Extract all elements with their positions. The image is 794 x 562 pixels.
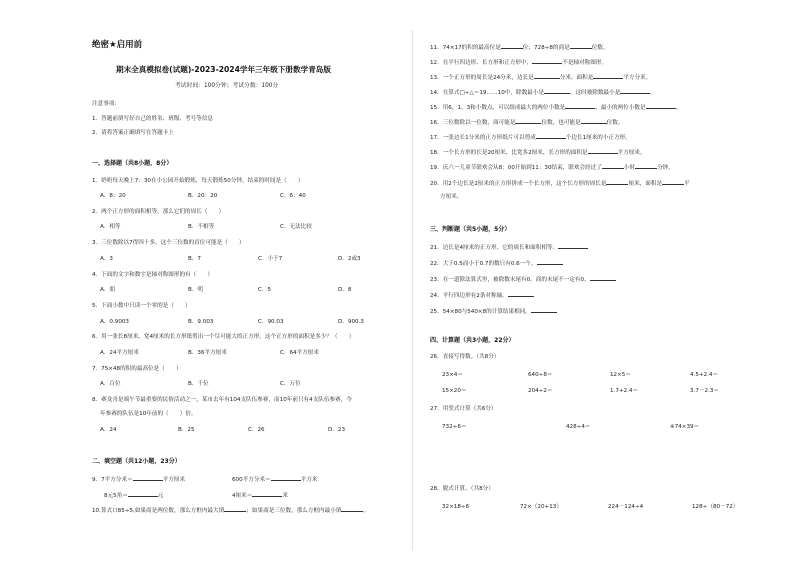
- answer-blank[interactable]: [581, 118, 607, 124]
- q28-heading: 28．脱式计算。（共8分）: [430, 486, 494, 492]
- q20-text-b: 厘米，面积是: [628, 181, 663, 187]
- q14-text-b: ，这时被除数最小是: [569, 90, 621, 96]
- q15-text-b: ，最小的两位小数是: [595, 105, 646, 111]
- answer-blank[interactable]: [252, 491, 282, 497]
- q18: [430, 148, 646, 157]
- answer-blank[interactable]: [501, 43, 523, 49]
- q27-heading: 27．用竖式计算（共6分）: [430, 406, 497, 412]
- option[interactable]: B．36平方厘米: [188, 350, 227, 356]
- step-calc-item: 128÷（80－72）: [692, 504, 739, 510]
- q13-text: 13．一个正方形的周长是24分米，边长是: [430, 75, 534, 81]
- question-text: 2．两个正方形的面积相等，那么它们的周长（ ）: [92, 209, 225, 215]
- q9a-text: 9．7平方分米＝: [92, 477, 133, 483]
- option[interactable]: A．24平方厘米: [100, 350, 139, 356]
- q11-text-b: 位；728÷8的商是: [522, 45, 570, 51]
- option[interactable]: C．6：40: [280, 193, 306, 199]
- q23: [430, 275, 616, 284]
- q22: [430, 259, 563, 268]
- question-text: 1．奶奶每天晚上7：30在小公园开始锻炼，每天锻炼50分钟，结束的时间是（ ）: [92, 178, 304, 184]
- section-heading-choice: 一、选择题（共8小题，8分）: [92, 160, 173, 167]
- answer-blank[interactable]: [534, 73, 560, 79]
- answer-blank[interactable]: [341, 506, 363, 512]
- q18-text: 18．一个长方形的长是20厘米，比宽多2厘米，长方形的面积是: [430, 150, 588, 156]
- option[interactable]: B．25: [178, 427, 195, 433]
- answer-blank[interactable]: [537, 259, 563, 265]
- question-text: 3．三位数除以7得四十多，这个三位数的首位可能是（ ）: [92, 240, 245, 246]
- exam-info: 考试时间：100分钟；考试分数：100分: [175, 83, 279, 89]
- option[interactable]: B．明: [188, 287, 204, 293]
- question-text: 8．赛龙舟是端午节最重要的民俗活动之一，某市去年有104支队伍参赛，而10年前只有4支队伍参赛，今: [92, 397, 352, 403]
- calc-item: 23×4＝: [442, 372, 463, 378]
- q26-heading: 26．直接写得数。（共8分）: [430, 354, 500, 360]
- option[interactable]: A．3: [100, 256, 113, 262]
- option[interactable]: C．无法比较: [280, 224, 312, 230]
- q9d-unit: 米: [282, 493, 288, 499]
- answer-blank[interactable]: [662, 179, 684, 185]
- answer-blank[interactable]: [620, 88, 650, 94]
- option[interactable]: D．23: [328, 427, 346, 433]
- q9-row1: [92, 475, 185, 484]
- answer-blank[interactable]: [544, 88, 570, 94]
- q16-text-b: 位数，也可能是: [541, 120, 581, 126]
- step-calc-item: 32×18÷6: [442, 504, 470, 510]
- option[interactable]: C．5: [258, 287, 272, 293]
- answer-blank[interactable]: [606, 179, 628, 185]
- option[interactable]: B．9.003: [188, 319, 214, 325]
- vertical-calc-item: ※74×39＝: [670, 424, 700, 430]
- answer-blank[interactable]: [531, 307, 557, 313]
- notes-heading: 注意事项：: [92, 101, 120, 107]
- option[interactable]: A．朋: [100, 287, 116, 293]
- option[interactable]: B．千位: [188, 381, 209, 387]
- q19: [430, 163, 674, 172]
- step-calc-item: 72×（20+13）: [520, 504, 562, 510]
- step-calc-item: 224－124÷4: [608, 504, 644, 510]
- q9b-text: 600平方分米＝: [232, 477, 271, 483]
- q15-text: 15．用6，1，3和小数点，可以组成最大的两位小数是: [430, 105, 566, 111]
- q9c-text: 8元5角＝: [104, 493, 128, 499]
- option[interactable]: C．64平方厘米: [280, 350, 319, 356]
- question-text: 6．用一张长8厘米、宽4厘米的长方形纸剪出一个尽可能大的正方形，这个正方形的面积是多少？（ ）: [92, 334, 355, 340]
- vertical-calc-item: 428÷4＝: [566, 424, 591, 430]
- q13: [430, 73, 651, 82]
- answer-blank[interactable]: [271, 475, 301, 481]
- question-text: 7．75×48的积的最高位是（ ）: [92, 366, 182, 372]
- q9d-text: 4厘米＝: [232, 493, 253, 499]
- option[interactable]: B．20：20: [188, 193, 218, 199]
- answer-blank[interactable]: [593, 73, 623, 79]
- answer-blank[interactable]: [128, 491, 158, 497]
- section-heading-calc: 四、计算题（共3小题，22分）: [430, 337, 515, 344]
- option[interactable]: D．900.3: [338, 319, 364, 325]
- q22-text: 22．大于0.5而小于0.7的数只有0.6一个。: [430, 261, 537, 267]
- q12-end: 不是轴对称图形。: [562, 60, 607, 66]
- q15-end: 。: [675, 105, 682, 111]
- option[interactable]: D．2或3: [338, 256, 361, 262]
- q19-text: 19．庆六一儿童节联欢会从8：00开始到11：30结束，联欢会经过了: [430, 165, 602, 171]
- page-title: 期末全真模拟卷(试题)-2023-2024学年三年级下册数学青岛版: [116, 65, 331, 74]
- answer-blank[interactable]: [224, 506, 246, 512]
- q14: [430, 88, 656, 97]
- option[interactable]: A．8：20: [100, 193, 126, 199]
- q14-text: 14．在算式□÷△＝19……10中，除数最小是: [430, 90, 544, 96]
- right-column: [416, 0, 794, 562]
- option[interactable]: A．相等: [100, 224, 121, 230]
- q16-end: 位数。: [606, 120, 624, 126]
- q9-row2: [104, 491, 164, 500]
- calc-item: 1.7+2.4＝: [610, 388, 639, 394]
- q11: [430, 43, 609, 52]
- option[interactable]: C．90.03: [258, 319, 284, 325]
- answer-blank[interactable]: [532, 58, 562, 64]
- answer-blank[interactable]: [515, 118, 541, 124]
- q20-cont: 方厘米。: [440, 194, 463, 200]
- section-heading-fill: 二、填空题（共12小题，23分）: [92, 458, 181, 465]
- answer-blank[interactable]: [646, 103, 676, 109]
- question-text: 5．下面小数中只读一个零的是（ ）: [92, 303, 191, 309]
- option[interactable]: B．7: [188, 256, 201, 262]
- answer-blank[interactable]: [558, 243, 588, 249]
- option[interactable]: D．8: [338, 287, 352, 293]
- q19-end: 分钟。: [657, 165, 674, 171]
- vertical-calc-item: 732÷6＝: [442, 424, 467, 430]
- q15: [430, 103, 681, 112]
- q9-row2b: [232, 491, 288, 500]
- q9a-unit: 平方厘米: [162, 477, 186, 483]
- option[interactable]: C．小于7: [258, 256, 283, 262]
- option[interactable]: A．百位: [100, 381, 121, 387]
- section-heading-judge: 三、判断题（共5小题，5分）: [430, 226, 511, 233]
- q17-text: 17．一张边长1分米的正方形纸片可以剪成: [430, 135, 536, 141]
- answer-blank[interactable]: [602, 163, 624, 169]
- q10: [92, 506, 369, 515]
- calc-item: 640÷8＝: [528, 372, 553, 378]
- q20-text: 20．用2个边长是2厘米的正方形拼成一个长方形，这个长方形的周长是: [430, 181, 607, 187]
- q16-text: 16．三位数除以一位数，商可能是: [430, 120, 516, 126]
- q24: [430, 291, 534, 300]
- option[interactable]: C．26: [248, 427, 265, 433]
- q19-text-b: 小时: [623, 165, 636, 171]
- q13-end: 平方分米。: [623, 75, 652, 81]
- q11-end: 位数。: [591, 45, 609, 51]
- q14-end: 。: [650, 90, 656, 96]
- answer-blank[interactable]: [635, 163, 657, 169]
- answer-blank[interactable]: [570, 43, 592, 49]
- q24-text: 24．平行四边形有2条对称轴。: [430, 293, 508, 299]
- calc-item: 4.5+2.4＝: [690, 372, 719, 378]
- option[interactable]: B．不相等: [188, 224, 215, 230]
- question-text: 4．下面的文字和数字是轴对称图形的有（ ）: [92, 272, 214, 278]
- calc-item: 3.7－2.3＝: [690, 388, 719, 394]
- note-item: 1．答题前填写好自己的姓名、班级、考号等信息: [92, 116, 214, 122]
- answer-blank[interactable]: [536, 133, 566, 139]
- q20-text-c: 平: [684, 181, 690, 187]
- q11-text: 11．74×17的积的最高位是: [430, 45, 501, 51]
- q9-row1b: [232, 475, 317, 484]
- calc-item: 204÷2＝: [528, 388, 553, 394]
- note-item: 2．请将答案正确填写在答题卡上: [92, 130, 174, 136]
- q17-end: 个边长1厘米的小正方形。: [565, 135, 631, 141]
- q25: [430, 307, 557, 316]
- q20: [430, 179, 690, 188]
- q10-end: 。: [363, 508, 370, 514]
- answer-blank[interactable]: [588, 148, 618, 154]
- q25-text: 25．54×80与540×8的计算结果相同。: [430, 309, 531, 315]
- option[interactable]: C．万位: [280, 381, 301, 387]
- q12: [430, 58, 607, 67]
- q16: [430, 118, 623, 127]
- q9b-unit: 平方米: [300, 477, 318, 483]
- secret-label: 绝密★启用前: [92, 40, 143, 50]
- answer-blank[interactable]: [133, 475, 163, 481]
- answer-blank[interactable]: [565, 103, 595, 109]
- q13-text-b: 分米，面积是: [559, 75, 594, 81]
- q23-text: 23．在一道除法算式里，被除数末尾有0，商的末尾不一定有0。: [430, 277, 590, 283]
- q21-text: 21．边长是4厘米的正方形，它的周长和面积相等。: [430, 245, 559, 251]
- q9c-unit: 元: [157, 493, 164, 499]
- option[interactable]: A．24: [100, 427, 117, 433]
- option[interactable]: A．0.9003: [100, 319, 129, 325]
- q21: [430, 243, 588, 252]
- answer-blank[interactable]: [508, 291, 534, 297]
- q12-text: 12．在平行四边形、长方形和正方形中，: [430, 60, 533, 66]
- q10-text: 10.算式口85÷5,如果商是两位数，那么方框内最大填: [92, 508, 225, 514]
- answer-blank[interactable]: [590, 275, 616, 281]
- question-text-cont: 年参赛的队伍是10年前的（ ）倍。: [100, 411, 197, 417]
- q18-end: 平方厘米。: [617, 150, 646, 156]
- q17: [430, 133, 631, 142]
- calc-item: 12×5＝: [610, 372, 631, 378]
- calc-item: 15×20＝: [442, 388, 467, 394]
- q10-text-b: ；如果商是三位数，那么方框内最小填: [246, 508, 342, 514]
